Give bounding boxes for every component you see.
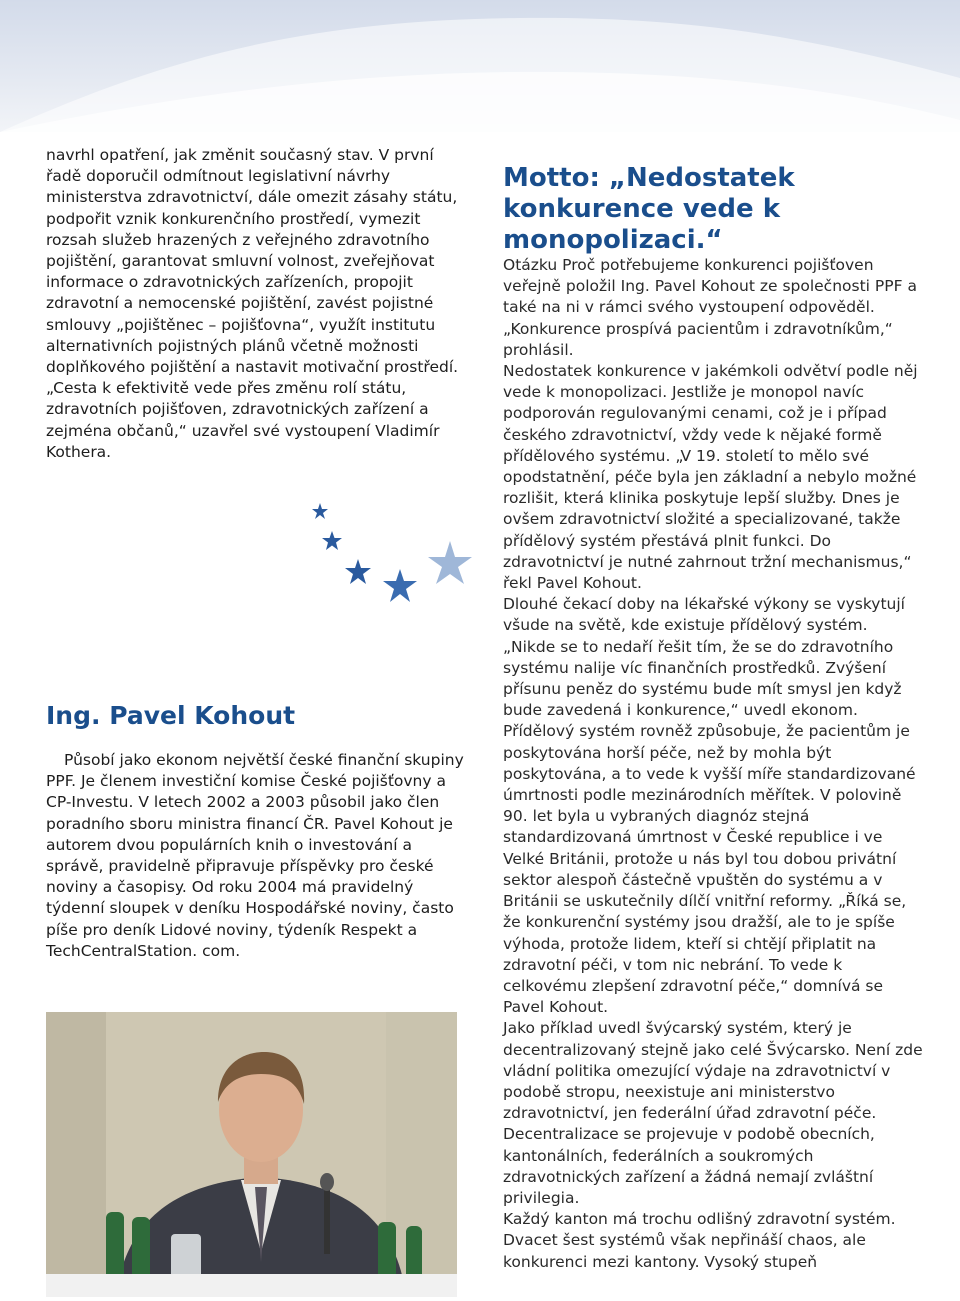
- article-paragraph: Nedostatek konkurence v jakémkoli odvětví podle něj vede k monopolizaci. Jestliže je monopol navíc podporován regulovanými cenami, což je i případ českého zdravotnictví, vždy vede k nějaké formě přídělového systému. „V 19. století to mělo své opodstatnění, péče byla jen základní a nebylo možné rozlišit, která klinika poskytuje lepší služby. Dnes je ovšem zdravotnictví složité a specializované, takže přídělový systém přestává plnit funkci. Do zdravotnictví je nutné zahrnout tržní mechanismus,“ řekl Pavel Kohout.: [503, 362, 918, 593]
- speaker-photo: [46, 1012, 457, 1297]
- right-article-column: [503, 255, 923, 1273]
- article-paragraph: „Cesta k efektivitě vede přes změnu rolí státu, zdravotních pojišťoven, zdravotnických zařízení a zejména občanů,“ uzavřel své vystoupení Vladimír Kothera.: [46, 379, 440, 461]
- header-banner: [0, 0, 960, 132]
- star-icon: [383, 569, 417, 602]
- banner-swoosh-graphic: [0, 0, 960, 132]
- article-paragraph: Otázku Proč potřebujeme konkurenci pojišťoven veřejně položil Ing. Pavel Kohout ze společnosti PPF a také na ni v rámci svého vystoupení odpověděl. „Konkurence prospívá pacientům i zdravotníkům,“ prohlásil.: [503, 256, 917, 359]
- article-paragraph: navrhl opatření, jak změnit současný stav. V první řadě doporučil odmítnout legislativní návrhy ministerstva zdravotnictví, dále omezit zásahy státu, podpořit vznik konkurenčního prostředí, vymezit rozsah služeb hrazených z veřejného zdravotního pojištění, garantovat smluvní volnost, zveřejňovat informace o zdravotnických zařízeních, propojit zdravotní a nemocenské pojištění, zavést pojistné smlouvy „pojištěnec – pojišťovna“, využít institutu alternativních pojistných plánů včetně možnosti doplňkového pojištění a nastavit motivační prostředí.: [46, 146, 459, 377]
- star-icon: [428, 541, 472, 584]
- article-paragraph: Přídělový systém rovněž způsobuje, že pacientům je poskytována horší péče, než by mohla být poskytována, a to vede k vyšší míře standardizované úmrtnosti podle mezinárodních měřítek. V polovině 90. let byla u vybraných diagnóz stejná standardizovaná úmrtnost v České republice i ve Velké Británii, protože u nás byl tou dobou privátní sektor alespoň částečně vpuštěn do systému a v Británii se uskutečnily dílčí vnitřní reformy. „Říká se, že konkurenční systémy jsou dražší, ale to je spíše výhoda, protože lidem, kteří si chtějí připlatit na zdravotní péči, v tom nic nebrání. To vede k celkovému zlepšení zdravotní péče,“ domnívá se Pavel Kohout.: [503, 722, 916, 1017]
- article-paragraph: Jako příklad uvedl švýcarský systém, který je decentralizovaný stejně jako celé Švýcarsko. Není zde vládní politika omezující výdaje na zdravotnictví v podobě stropu, neexistuje ani ministerstvo zdravotnictví, jen federální úřad zdravotní péče. Decentralizace se projevuje v podobě obecních, kantonálních, federálních a soukromých zdravotnických zařízení a žádná nemají zvláštní privilegia.: [503, 1019, 923, 1207]
- profile-name: Ing. Pavel Kohout: [46, 701, 296, 730]
- speaker-photo-illustration: [46, 1012, 457, 1297]
- motto-heading: Motto: „Nedostatek konkurence vede k monopolizaci.“: [503, 163, 795, 255]
- star-icon: [345, 559, 371, 584]
- profile-bio: [46, 750, 466, 962]
- stars-decoration: [300, 495, 490, 615]
- star-icon: [322, 531, 342, 550]
- left-article-column: [46, 145, 464, 463]
- article-paragraph: Každý kanton má trochu odlišný zdravotní systém. Dvacet šest systémů však nepřináší chaos, ale konkurenci mezi kantony. Vysoký stupeň: [503, 1210, 896, 1271]
- article-paragraph: Dlouhé čekací doby na lékařské výkony se vyskytují všude na světě, kde existuje přídělový systém. „Nikde se to nedaří řešit tím, že se do zdravotního systému nalije víc finančních prostředků. Zvýšení přísunu peněz do systému bude mít smysl jen když bude zavedená i konkurence,“ uvedl ekonom.: [503, 595, 905, 720]
- star-icon: [312, 503, 328, 519]
- bio-paragraph: Působí jako ekonom největší české finanční skupiny PPF. Je členem investiční komise České pojišťovny a CP-Investu. V letech 2002 a 2003 působil jako člen poradního sboru ministra financí ČR. Pavel Kohout je autorem dvou populárních knih o investování a správě, pravidelně připravuje příspěvky pro české noviny a časopisy. Od roku 2004 má pravidelný týdenní sloupek v deníku Hospodářské noviny, často píše pro deník Lidové noviny, týdeník Respekt a TechCentralStation. com.: [46, 751, 464, 960]
